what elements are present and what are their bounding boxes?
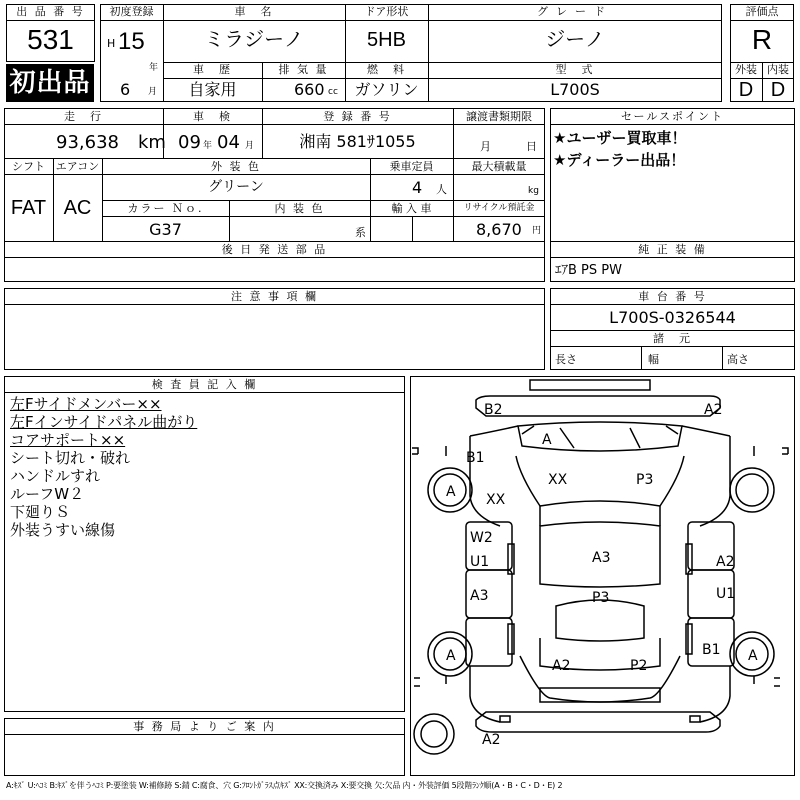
grade: ジーノ: [545, 29, 605, 51]
reg-month: 6: [120, 80, 131, 99]
recycle-label: リサイクル預託金: [463, 203, 535, 213]
transfer-label: 譲渡書類期限: [466, 110, 532, 123]
reg-year: 15: [118, 28, 145, 55]
damage-mark: A: [748, 648, 758, 664]
sales-point-1: ★ユーザー買取車！: [553, 129, 687, 147]
inspector-note: 左Fサイドメンバー××: [10, 395, 162, 413]
width-label: 幅: [648, 353, 659, 366]
damage-mark: A: [446, 484, 456, 500]
int-grade: D: [770, 79, 786, 101]
int-label: 内装: [767, 63, 789, 76]
fuel: ガソリン: [354, 80, 419, 99]
shift: FAT: [10, 197, 47, 219]
plate: 湘南 581ｻ1055: [299, 132, 416, 151]
first-listing-badge: 初出品: [6, 64, 94, 102]
model: L700S: [550, 80, 600, 99]
damage-mark: U1: [716, 586, 736, 602]
damage-mark: A2: [482, 732, 501, 748]
ac: AC: [63, 197, 92, 219]
month-unit: 月: [148, 87, 158, 97]
inspector-note: ハンドルすれ: [10, 467, 101, 485]
lot-label: 出 品 番 号: [16, 5, 85, 18]
damage-mark: XX: [486, 492, 506, 508]
color-label: 外 装 色: [211, 160, 261, 173]
insp-month: 04: [217, 132, 240, 153]
height-label: 高さ: [727, 353, 749, 366]
seats-unit: 人: [436, 183, 447, 196]
load-label: 最大積載量: [471, 160, 527, 173]
damage-mark: P3: [636, 472, 654, 488]
legend: A:ｷｽﾞ U:ﾍｺﾐ B:ｷｽﾞを伴うﾍｺﾐ P:要塗装 W:補修跡 S:錆 C:腐食、穴 G:ﾌﾛﾝﾄｶﾞﾗｽ点ｷｽﾞ XX:交換済み X:要交換 欠:欠品 内・外装評価 5段階ﾗﾝｸ順(A・B・C・D・E) 2: [6, 781, 563, 790]
insp-year-unit: 年: [203, 141, 213, 151]
intcolor-unit: 系: [355, 226, 366, 239]
grade-label: グレード: [537, 5, 613, 18]
insp-month-unit: 月: [245, 141, 255, 151]
colorno-label: カラー Ｎｏ.: [127, 202, 204, 215]
mileage: 93,638: [56, 132, 119, 153]
insp-year: 09: [178, 132, 201, 153]
ext-grade: D: [738, 79, 754, 101]
notice-label: 注 意 事 項 欄: [231, 290, 318, 303]
equipment: ｴｱB PS PW: [555, 263, 622, 278]
car-name: ミラジーノ: [204, 29, 304, 51]
door-label: ドア形状: [364, 5, 409, 18]
door-type: 5HB: [367, 29, 406, 51]
chassis-label: 車 台 番 号: [638, 290, 707, 303]
damage-mark: A2: [552, 658, 571, 674]
inspector-note: コアサポート××: [10, 431, 126, 449]
color: グリーン: [208, 179, 264, 195]
car-diagram: [410, 376, 795, 776]
damage-mark: P3: [592, 590, 610, 606]
seats-label: 乗車定員: [389, 160, 434, 173]
disp-label: 排 気 量: [278, 63, 329, 76]
damage-mark: U1: [470, 554, 490, 570]
equipment-label: 純 正 装 備: [638, 243, 707, 256]
history: 自家用: [188, 80, 237, 99]
damage-mark: A3: [470, 588, 489, 604]
lot-number: 531: [27, 24, 74, 55]
inspector-note: 下廻りＳ: [10, 503, 71, 521]
history-label: 車 歴: [193, 63, 232, 76]
inspector-notes: [10, 395, 197, 539]
damage-mark: B1: [702, 642, 721, 658]
score-label: 評価点: [745, 5, 779, 18]
mileage-label: 走 行: [64, 110, 103, 123]
shift-label: シフト: [12, 160, 45, 173]
sales-point-2: ★ディーラー出品！: [553, 151, 686, 169]
transfer-day: 日: [526, 140, 537, 153]
year-unit: 年: [149, 63, 159, 73]
reg-label: 初度登録: [109, 5, 154, 18]
damage-mark: A: [446, 648, 456, 664]
damage-mark: A2: [716, 554, 735, 570]
damage-mark: A: [542, 432, 552, 448]
era: H: [107, 37, 116, 50]
chassis-number: L700S-0326544: [609, 308, 736, 327]
load-unit: kg: [528, 186, 539, 196]
intcolor-label: 内 装 色: [274, 202, 325, 215]
length-label: 長さ: [555, 353, 577, 366]
damage-mark: A3: [592, 550, 611, 566]
inspector-note: シート切れ・破れ: [10, 449, 131, 467]
import-label: 輸 入 車: [391, 202, 432, 215]
inspector-note: 左Fインサイドパネル曲がり: [10, 413, 198, 431]
damage-mark: A2: [704, 402, 723, 418]
plate-label: 登 録 番 号: [323, 110, 392, 123]
damage-mark: B1: [466, 450, 485, 466]
inspector-label: 検 査 員 記 入 欄: [151, 378, 258, 391]
sales-label: セールスポイント: [620, 110, 724, 123]
dims-label: 諸 元: [653, 332, 692, 345]
later-parts-label: 後 日 発 送 部 品: [221, 243, 328, 256]
damage-mark: XX: [548, 472, 568, 488]
name-label: 車 名: [234, 5, 274, 18]
damage-mark: B2: [484, 402, 503, 418]
displacement: 660: [294, 80, 325, 99]
inspector-note: ルーフW２: [10, 485, 85, 503]
colorno: G37: [149, 220, 182, 239]
ext-label: 外装: [735, 63, 757, 76]
seats: 4: [412, 178, 423, 197]
mileage-unit: km: [138, 132, 166, 153]
fuel-label: 燃 料: [367, 63, 406, 76]
inspection-label: 車 検: [193, 110, 232, 123]
damage-mark: P2: [630, 658, 648, 674]
disp-unit: cc: [328, 87, 338, 97]
score: R: [751, 24, 773, 55]
recycle: 8,670: [476, 220, 522, 239]
transfer-month: 月: [480, 140, 491, 153]
office-label: 事 務 局 よ り ご 案 内: [133, 720, 276, 733]
ac-label: エアコン: [55, 160, 100, 173]
recycle-unit: 円: [532, 226, 542, 236]
model-label: 型 式: [555, 63, 595, 76]
damage-mark: W2: [470, 530, 493, 546]
inspector-note: 外装うすい線傷: [10, 521, 116, 539]
